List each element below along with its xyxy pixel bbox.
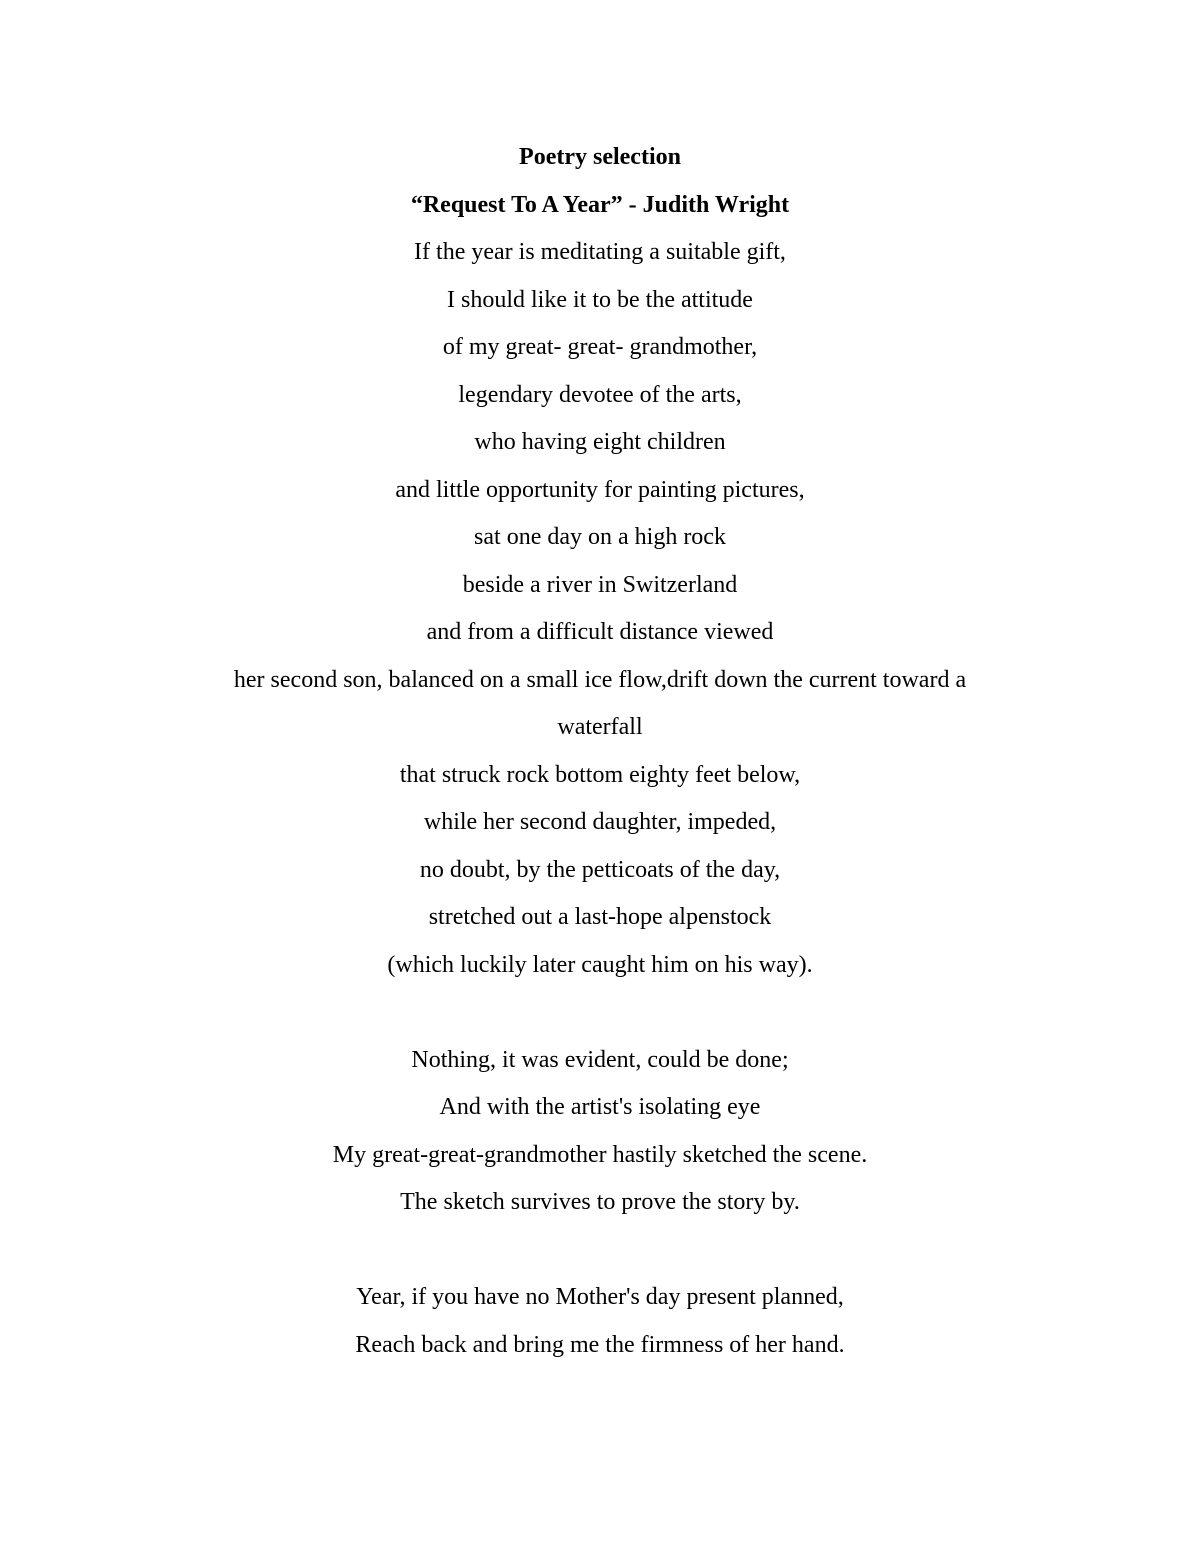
poem-line: of my great- great- grandmother,: [442, 334, 758, 360]
poem-line: while her second daughter, impeded,: [423, 809, 777, 835]
poem-line: and little opportunity for painting pictures,: [395, 476, 805, 503]
poem-line: If the year is meditating a suitable gift,: [414, 239, 786, 265]
poem-line: Year, if you have no Mother's day present planned,: [356, 1284, 844, 1310]
poem-line: Reach back and bring me the firmness of her hand.: [355, 1331, 845, 1358]
stanza-break: [150, 1227, 1050, 1275]
poem-line: her second son, balanced on a small ice flow,drift down the current toward a: [233, 666, 967, 693]
poem-line: The sketch survives to prove the story by.: [400, 1189, 800, 1215]
poem-line: beside a river in Switzerland: [462, 571, 738, 598]
poem-line: Nothing, it was evident, could be done;: [411, 1046, 789, 1073]
poem-line: who having eight children: [474, 429, 726, 455]
poem-line: My great-great-grandmother hastily sketched the scene.: [332, 1141, 868, 1168]
poem-line: legendary devotee of the arts,: [458, 381, 742, 408]
poem-line: I should like it to be the attitude: [447, 286, 753, 313]
poem-title: “Request To A Year” - Judith Wright: [410, 191, 790, 218]
page-title: Poetry selection: [519, 144, 681, 170]
stanza-2: [150, 1037, 1050, 1227]
poem-content: [150, 134, 1050, 1369]
poem-line: (which luckily later caught him on his way).: [387, 951, 813, 978]
poem-line: And with the artist's isolating eye: [439, 1094, 761, 1120]
stanza-3: [150, 1274, 1050, 1369]
poem-line: and from a difficult distance viewed: [426, 619, 774, 645]
poem-line: no doubt, by the petticoats of the day,: [419, 856, 781, 883]
stanza-break: [150, 989, 1050, 1037]
poem-line: that struck rock bottom eighty feet below,: [399, 761, 801, 788]
stanza-1: [150, 229, 1050, 989]
poem-line: stretched out a last-hope alpenstock: [428, 904, 772, 930]
poem-line: waterfall: [557, 714, 643, 740]
poem-line: sat one day on a high rock: [474, 524, 726, 550]
